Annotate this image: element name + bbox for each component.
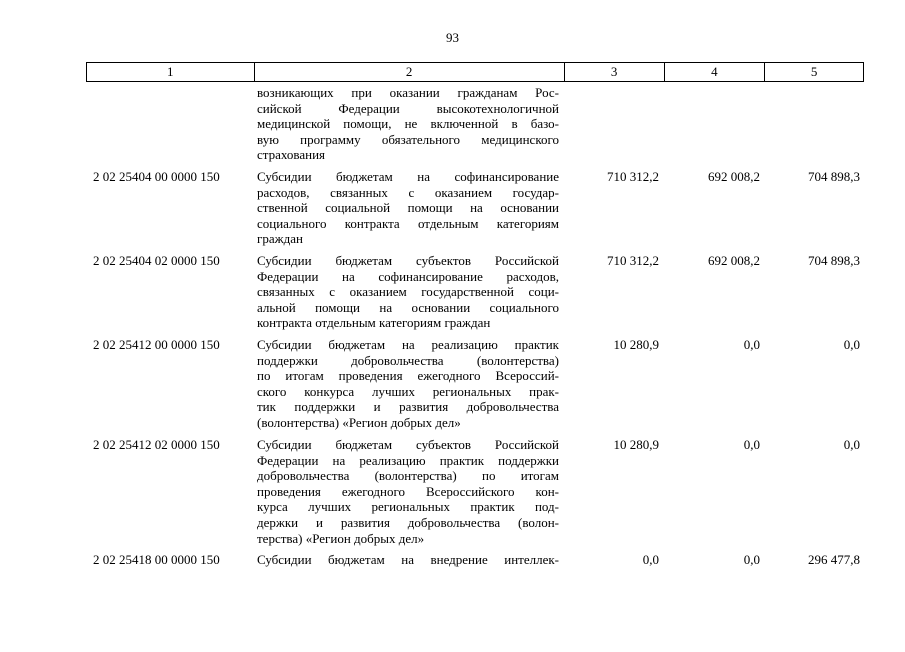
row-description <box>257 552 559 568</box>
description-line: Субсидии бюджетам на софинансирование <box>257 169 559 184</box>
description-line: Субсидии бюджетам субъектов Российской <box>257 253 559 268</box>
description-line: Субсидии бюджетам на реализацию практик <box>257 337 559 352</box>
amount-col-4: 692 008,2 <box>708 253 760 268</box>
description-line: медицинской помощи, не включенной в базо- <box>257 116 559 132</box>
amount-col-5: 296 477,8 <box>808 552 860 567</box>
header-col-4: 4 <box>664 63 765 81</box>
description-line: сийской Федерации высокотехнологичной <box>257 100 559 116</box>
amount-col-3: 0,0 <box>642 552 659 567</box>
budget-code: 2 02 25404 02 0000 150 <box>93 253 220 268</box>
description-line: возникающих при оказании гражданам Рос- <box>257 85 559 100</box>
description-line: связанных с оказанием государственной соци- <box>257 284 559 300</box>
amount-col-5: 0,0 <box>843 337 860 352</box>
description-line: терства) «Регион добрых дел» <box>257 530 425 546</box>
amount-col-3: 10 280,9 <box>613 337 659 352</box>
row-description <box>257 169 559 247</box>
amount-col-3: 710 312,2 <box>607 253 659 268</box>
amount-col-5: 704 898,3 <box>808 253 860 268</box>
amount-col-5: 0,0 <box>843 437 860 452</box>
budget-code: 2 02 25418 00 0000 150 <box>93 552 220 567</box>
description-line: альной помощи на основании социального <box>257 299 559 315</box>
amount-col-4: 692 008,2 <box>708 169 760 184</box>
table-row <box>0 437 905 546</box>
amount-col-4: 0,0 <box>743 552 760 567</box>
row-description <box>257 337 559 431</box>
budget-code: 2 02 25412 00 0000 150 <box>93 337 220 352</box>
table-header <box>86 62 864 82</box>
description-line: тик поддержки и развития добровольчества <box>257 399 559 415</box>
header-col-2: 2 <box>254 63 564 81</box>
description-line: добровольчества (волонтерства) по итогам <box>257 468 559 484</box>
description-line: проведения ежегодного Всероссийского кон- <box>257 483 559 499</box>
description-line: ского конкурса лучших региональных прак- <box>257 383 559 399</box>
description-line: Субсидии бюджетам на внедрение интеллек- <box>257 552 559 567</box>
description-line: Субсидии бюджетам субъектов Российской <box>257 437 559 452</box>
description-line: расходов, связанных с оказанием государ- <box>257 184 559 200</box>
description-line: Федерации на софинансирование расходов, <box>257 268 559 284</box>
description-line: ственной социальной помощи на основании <box>257 200 559 216</box>
budget-code: 2 02 25404 00 0000 150 <box>93 169 220 184</box>
row-description <box>257 253 559 331</box>
page-number: 93 <box>446 30 459 45</box>
description-line: социального контракта отдельным категориям <box>257 215 559 231</box>
description-line: страхования <box>257 147 326 163</box>
description-line: поддержки добровольчества (волонтерства) <box>257 352 559 368</box>
description-line: курса лучших региональных практик под- <box>257 499 559 515</box>
amount-col-3: 10 280,9 <box>613 437 659 452</box>
description-line: граждан <box>257 231 303 247</box>
amount-col-4: 0,0 <box>743 337 760 352</box>
description-line: вую программу обязательного медицинского <box>257 131 559 147</box>
description-line: Федерации на реализацию практик поддержки <box>257 452 559 468</box>
header-col-1: 1 <box>167 64 174 79</box>
table-row <box>0 337 905 437</box>
amount-col-3: 710 312,2 <box>607 169 659 184</box>
description-line: контракта отдельным категориям граждан <box>257 315 491 331</box>
row-description <box>257 437 559 546</box>
budget-code: 2 02 25412 02 0000 150 <box>93 437 220 452</box>
amount-col-4: 0,0 <box>743 437 760 452</box>
continuation-text <box>257 85 559 163</box>
amount-col-5: 704 898,3 <box>808 169 860 184</box>
table-row <box>0 552 905 652</box>
description-line: (волонтерства) «Регион добрых дел» <box>257 414 461 430</box>
description-line: держки и развития добровольчества (волон- <box>257 514 559 530</box>
description-line: по итогам проведения ежегодного Всероссий- <box>257 368 559 384</box>
header-col-3: 3 <box>564 63 664 81</box>
header-col-5: 5 <box>764 63 863 81</box>
